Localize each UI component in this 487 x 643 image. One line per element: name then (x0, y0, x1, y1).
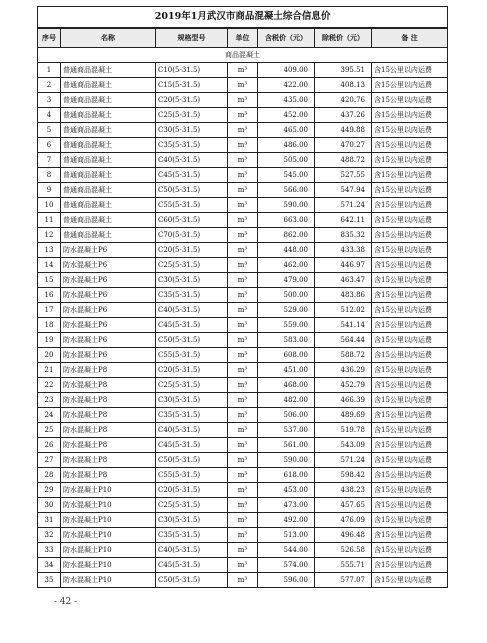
cell-no: 31 (38, 513, 61, 528)
cell-name: 防水混凝土P6 (61, 288, 156, 303)
cell-spec: C35(5-31.5) (156, 288, 228, 303)
cell-net-price: 463.47 (315, 273, 372, 288)
cell-no: 32 (38, 528, 61, 543)
cell-no: 4 (38, 108, 61, 123)
cell-unit: m³ (228, 318, 258, 333)
header-unit: 单位 (228, 28, 258, 48)
cell-note: 含15公里以内运费 (372, 63, 448, 78)
cell-tax-price: 468.00 (258, 378, 315, 393)
cell-name: 防水混凝土P8 (61, 363, 156, 378)
cell-tax-price: 544.00 (258, 543, 315, 558)
cell-name: 防水混凝土P6 (61, 333, 156, 348)
cell-spec: C40(5-31.5) (156, 153, 228, 168)
cell-tax-price: 590.00 (258, 453, 315, 468)
cell-unit: m³ (228, 243, 258, 258)
cell-spec: C35(5-31.5) (156, 408, 228, 423)
cell-no: 11 (38, 213, 61, 228)
table-row (38, 408, 448, 423)
table-row (38, 123, 448, 138)
cell-no: 17 (38, 303, 61, 318)
cell-net-price: 466.39 (315, 393, 372, 408)
cell-tax-price: 566.00 (258, 183, 315, 198)
cell-tax-price: 482.00 (258, 393, 315, 408)
title-row (38, 7, 448, 29)
cell-name: 防水混凝土P8 (61, 468, 156, 483)
cell-note: 含15公里以内运费 (372, 153, 448, 168)
cell-note: 含15公里以内运费 (372, 363, 448, 378)
cell-spec: C50(5-31.5) (156, 453, 228, 468)
cell-note: 含15公里以内运费 (372, 528, 448, 543)
cell-note: 含15公里以内运费 (372, 573, 448, 588)
cell-no: 27 (38, 453, 61, 468)
cell-net-price: 547.94 (315, 183, 372, 198)
cell-name: 防水混凝土P6 (61, 348, 156, 363)
cell-name: 普通商品混凝土 (61, 228, 156, 243)
cell-no: 30 (38, 498, 61, 513)
table-row (38, 318, 448, 333)
cell-unit: m³ (228, 468, 258, 483)
table-row (38, 513, 448, 528)
cell-net-price: 488.72 (315, 153, 372, 168)
table-body (38, 48, 448, 588)
cell-unit: m³ (228, 108, 258, 123)
table-row (38, 483, 448, 498)
section-label: 商品混凝土 (38, 48, 448, 63)
cell-name: 普通商品混凝土 (61, 168, 156, 183)
table-row (38, 63, 448, 78)
cell-note: 含15公里以内运费 (372, 513, 448, 528)
cell-name: 普通商品混凝土 (61, 153, 156, 168)
cell-unit: m³ (228, 453, 258, 468)
cell-note: 含15公里以内运费 (372, 318, 448, 333)
table-row (38, 273, 448, 288)
cell-unit: m³ (228, 228, 258, 243)
cell-spec: C25(5-31.5) (156, 258, 228, 273)
cell-tax-price: 505.00 (258, 153, 315, 168)
cell-unit: m³ (228, 183, 258, 198)
cell-net-price: 588.72 (315, 348, 372, 363)
cell-name: 普通商品混凝土 (61, 78, 156, 93)
cell-tax-price: 453.00 (258, 483, 315, 498)
cell-name: 防水混凝土P8 (61, 378, 156, 393)
table-row (38, 528, 448, 543)
cell-name: 防水混凝土P10 (61, 513, 156, 528)
document-title: 2019年1月武汉市商品混凝土综合信息价 (38, 7, 448, 29)
cell-no: 35 (38, 573, 61, 588)
cell-name: 普通商品混凝土 (61, 213, 156, 228)
cell-name: 防水混凝土P6 (61, 318, 156, 333)
cell-note: 含15公里以内运费 (372, 78, 448, 93)
cell-spec: C15(5-31.5) (156, 78, 228, 93)
cell-net-price: 835.32 (315, 228, 372, 243)
cell-net-price: 420.76 (315, 93, 372, 108)
cell-no: 8 (38, 168, 61, 183)
cell-unit: m³ (228, 288, 258, 303)
cell-net-price: 642.11 (315, 213, 372, 228)
page-number: - 42 - (53, 597, 78, 607)
cell-unit: m³ (228, 303, 258, 318)
table-row (38, 438, 448, 453)
cell-no: 22 (38, 378, 61, 393)
cell-note: 含15公里以内运费 (372, 543, 448, 558)
cell-unit: m³ (228, 153, 258, 168)
header-note: 备 注 (372, 28, 448, 48)
cell-tax-price: 663.00 (258, 213, 315, 228)
cell-no: 15 (38, 273, 61, 288)
cell-note: 含15公里以内运费 (372, 303, 448, 318)
cell-net-price: 519.78 (315, 423, 372, 438)
cell-unit: m³ (228, 543, 258, 558)
cell-no: 25 (38, 423, 61, 438)
header-name: 名称 (61, 28, 156, 48)
cell-no: 16 (38, 288, 61, 303)
cell-note: 含15公里以内运费 (372, 183, 448, 198)
cell-unit: m³ (228, 63, 258, 78)
cell-net-price: 438.23 (315, 483, 372, 498)
cell-name: 防水混凝土P10 (61, 573, 156, 588)
cell-tax-price: 492.00 (258, 513, 315, 528)
cell-name: 普通商品混凝土 (61, 108, 156, 123)
cell-unit: m³ (228, 438, 258, 453)
cell-net-price: 564.44 (315, 333, 372, 348)
cell-note: 含15公里以内运费 (372, 198, 448, 213)
cell-tax-price: 618.00 (258, 468, 315, 483)
cell-net-price: 433.38 (315, 243, 372, 258)
cell-net-price: 527.55 (315, 168, 372, 183)
cell-note: 含15公里以内运费 (372, 93, 448, 108)
cell-name: 防水混凝土P8 (61, 408, 156, 423)
cell-tax-price: 608.00 (258, 348, 315, 363)
cell-spec: C50(5-31.5) (156, 183, 228, 198)
cell-net-price: 526.58 (315, 543, 372, 558)
table-row (38, 423, 448, 438)
cell-note: 含15公里以内运费 (372, 393, 448, 408)
table-row (38, 93, 448, 108)
cell-no: 20 (38, 348, 61, 363)
cell-spec: C10(5-31.5) (156, 63, 228, 78)
cell-tax-price: 513.00 (258, 528, 315, 543)
table-row (38, 348, 448, 363)
cell-note: 含15公里以内运费 (372, 423, 448, 438)
cell-net-price: 496.48 (315, 528, 372, 543)
cell-name: 防水混凝土P8 (61, 423, 156, 438)
table-row (38, 138, 448, 153)
cell-unit: m³ (228, 123, 258, 138)
cell-no: 23 (38, 393, 61, 408)
cell-name: 普通商品混凝土 (61, 93, 156, 108)
cell-spec: C25(5-31.5) (156, 378, 228, 393)
cell-note: 含15公里以内运费 (372, 243, 448, 258)
cell-tax-price: 596.00 (258, 573, 315, 588)
cell-note: 含15公里以内运费 (372, 378, 448, 393)
cell-spec: C40(5-31.5) (156, 543, 228, 558)
cell-name: 防水混凝土P10 (61, 558, 156, 573)
cell-name: 防水混凝土P6 (61, 303, 156, 318)
table-row (38, 183, 448, 198)
cell-note: 含15公里以内运费 (372, 288, 448, 303)
cell-net-price: 436.29 (315, 363, 372, 378)
cell-tax-price: 862.00 (258, 228, 315, 243)
cell-spec: C20(5-31.5) (156, 363, 228, 378)
cell-unit: m³ (228, 138, 258, 153)
cell-spec: C30(5-31.5) (156, 393, 228, 408)
header-net-price: 除税价（元） (315, 28, 372, 48)
table-row (38, 558, 448, 573)
cell-net-price: 541.14 (315, 318, 372, 333)
cell-no: 24 (38, 408, 61, 423)
cell-unit: m³ (228, 333, 258, 348)
table-row (38, 198, 448, 213)
cell-note: 含15公里以内运费 (372, 468, 448, 483)
cell-tax-price: 452.00 (258, 108, 315, 123)
cell-no: 29 (38, 483, 61, 498)
cell-no: 6 (38, 138, 61, 153)
cell-note: 含15公里以内运费 (372, 123, 448, 138)
cell-spec: C20(5-31.5) (156, 483, 228, 498)
cell-note: 含15公里以内运费 (372, 498, 448, 513)
cell-spec: C50(5-31.5) (156, 573, 228, 588)
cell-unit: m³ (228, 273, 258, 288)
cell-unit: m³ (228, 558, 258, 573)
cell-spec: C40(5-31.5) (156, 303, 228, 318)
table-row (38, 108, 448, 123)
cell-spec: C35(5-31.5) (156, 528, 228, 543)
cell-net-price: 489.69 (315, 408, 372, 423)
cell-no: 1 (38, 63, 61, 78)
cell-no: 34 (38, 558, 61, 573)
cell-spec: C45(5-31.5) (156, 558, 228, 573)
cell-tax-price: 561.00 (258, 438, 315, 453)
cell-unit: m³ (228, 363, 258, 378)
cell-net-price: 483.86 (315, 288, 372, 303)
cell-spec: C50(5-31.5) (156, 333, 228, 348)
cell-tax-price: 574.00 (258, 558, 315, 573)
cell-spec: C55(5-31.5) (156, 468, 228, 483)
section-row (38, 48, 448, 63)
table-row (38, 573, 448, 588)
cell-no: 9 (38, 183, 61, 198)
cell-net-price: 470.27 (315, 138, 372, 153)
cell-note: 含15公里以内运费 (372, 348, 448, 363)
cell-unit: m³ (228, 198, 258, 213)
cell-no: 21 (38, 363, 61, 378)
header-no: 序号 (38, 28, 61, 48)
cell-unit: m³ (228, 393, 258, 408)
cell-name: 普通商品混凝土 (61, 63, 156, 78)
cell-tax-price: 559.00 (258, 318, 315, 333)
cell-net-price: 449.88 (315, 123, 372, 138)
cell-note: 含15公里以内运费 (372, 453, 448, 468)
price-table (37, 6, 448, 588)
cell-spec: C60(5-31.5) (156, 213, 228, 228)
cell-net-price: 446.97 (315, 258, 372, 273)
table-row (38, 168, 448, 183)
cell-name: 防水混凝土P6 (61, 243, 156, 258)
cell-note: 含15公里以内运费 (372, 168, 448, 183)
cell-unit: m³ (228, 348, 258, 363)
cell-no: 7 (38, 153, 61, 168)
cell-name: 防水混凝土P10 (61, 528, 156, 543)
cell-no: 28 (38, 468, 61, 483)
cell-spec: C70(5-31.5) (156, 228, 228, 243)
cell-note: 含15公里以内运费 (372, 108, 448, 123)
header-spec: 规格型号 (156, 28, 228, 48)
cell-note: 含15公里以内运费 (372, 258, 448, 273)
cell-net-price: 555.71 (315, 558, 372, 573)
cell-unit: m³ (228, 528, 258, 543)
cell-name: 普通商品混凝土 (61, 183, 156, 198)
cell-name: 普通商品混凝土 (61, 123, 156, 138)
cell-no: 2 (38, 78, 61, 93)
cell-name: 防水混凝土P10 (61, 483, 156, 498)
cell-note: 含15公里以内运费 (372, 438, 448, 453)
cell-tax-price: 422.00 (258, 78, 315, 93)
cell-spec: C25(5-31.5) (156, 498, 228, 513)
cell-net-price: 395.51 (315, 63, 372, 78)
cell-no: 13 (38, 243, 61, 258)
cell-note: 含15公里以内运费 (372, 333, 448, 348)
cell-net-price: 452.79 (315, 378, 372, 393)
cell-net-price: 476.09 (315, 513, 372, 528)
cell-unit: m³ (228, 483, 258, 498)
cell-no: 12 (38, 228, 61, 243)
cell-name: 防水混凝土P6 (61, 258, 156, 273)
table-row (38, 453, 448, 468)
cell-name: 普通商品混凝土 (61, 198, 156, 213)
table-row (38, 288, 448, 303)
cell-spec: C25(5-31.5) (156, 108, 228, 123)
cell-note: 含15公里以内运费 (372, 483, 448, 498)
cell-spec: C40(5-31.5) (156, 423, 228, 438)
cell-unit: m³ (228, 513, 258, 528)
cell-tax-price: 462.00 (258, 258, 315, 273)
cell-tax-price: 409.00 (258, 63, 315, 78)
cell-no: 5 (38, 123, 61, 138)
table-row (38, 153, 448, 168)
cell-name: 防水混凝土P8 (61, 393, 156, 408)
table-row (38, 468, 448, 483)
cell-no: 33 (38, 543, 61, 558)
header-tax-price: 含税价（元） (258, 28, 315, 48)
cell-name: 防水混凝土P8 (61, 438, 156, 453)
cell-spec: C45(5-31.5) (156, 438, 228, 453)
cell-net-price: 577.07 (315, 573, 372, 588)
cell-name: 普通商品混凝土 (61, 138, 156, 153)
cell-tax-price: 545.00 (258, 168, 315, 183)
table-row (38, 78, 448, 93)
cell-net-price: 457.65 (315, 498, 372, 513)
cell-unit: m³ (228, 168, 258, 183)
cell-unit: m³ (228, 498, 258, 513)
cell-name: 防水混凝土P6 (61, 273, 156, 288)
cell-net-price: 512.02 (315, 303, 372, 318)
cell-tax-price: 451.00 (258, 363, 315, 378)
table-row (38, 258, 448, 273)
table-row (38, 333, 448, 348)
cell-note: 含15公里以内运费 (372, 408, 448, 423)
table-row (38, 243, 448, 258)
cell-tax-price: 448.00 (258, 243, 315, 258)
cell-tax-price: 583.00 (258, 333, 315, 348)
cell-tax-price: 537.00 (258, 423, 315, 438)
cell-no: 26 (38, 438, 61, 453)
cell-spec: C20(5-31.5) (156, 243, 228, 258)
cell-note: 含15公里以内运费 (372, 558, 448, 573)
cell-no: 19 (38, 333, 61, 348)
cell-tax-price: 435.00 (258, 93, 315, 108)
cell-tax-price: 486.00 (258, 138, 315, 153)
cell-tax-price: 506.00 (258, 408, 315, 423)
cell-spec: C30(5-31.5) (156, 273, 228, 288)
cell-unit: m³ (228, 573, 258, 588)
header-row (38, 28, 448, 48)
cell-note: 含15公里以内运费 (372, 228, 448, 243)
cell-unit: m³ (228, 258, 258, 273)
table-row (38, 378, 448, 393)
cell-unit: m³ (228, 408, 258, 423)
cell-net-price: 571.24 (315, 453, 372, 468)
cell-unit: m³ (228, 78, 258, 93)
table-row (38, 393, 448, 408)
cell-name: 防水混凝土P8 (61, 453, 156, 468)
cell-tax-price: 500.00 (258, 288, 315, 303)
cell-tax-price: 479.00 (258, 273, 315, 288)
cell-note: 含15公里以内运费 (372, 273, 448, 288)
cell-no: 10 (38, 198, 61, 213)
cell-tax-price: 529.00 (258, 303, 315, 318)
cell-spec: C55(5-31.5) (156, 198, 228, 213)
cell-unit: m³ (228, 93, 258, 108)
cell-spec: C30(5-31.5) (156, 123, 228, 138)
cell-net-price: 571.24 (315, 198, 372, 213)
table-row (38, 543, 448, 558)
cell-spec: C20(5-31.5) (156, 93, 228, 108)
table-row (38, 228, 448, 243)
cell-spec: C45(5-31.5) (156, 318, 228, 333)
cell-unit: m³ (228, 213, 258, 228)
cell-spec: C30(5-31.5) (156, 513, 228, 528)
price-sheet (37, 6, 447, 588)
cell-name: 防水混凝土P10 (61, 543, 156, 558)
cell-tax-price: 590.00 (258, 198, 315, 213)
table-row (38, 213, 448, 228)
table-row (38, 303, 448, 318)
cell-unit: m³ (228, 378, 258, 393)
cell-net-price: 437.26 (315, 108, 372, 123)
cell-spec: C35(5-31.5) (156, 138, 228, 153)
cell-unit: m³ (228, 423, 258, 438)
cell-no: 18 (38, 318, 61, 333)
cell-note: 含15公里以内运费 (372, 213, 448, 228)
cell-spec: C55(5-31.5) (156, 348, 228, 363)
cell-net-price: 543.09 (315, 438, 372, 453)
cell-spec: C45(5-31.5) (156, 168, 228, 183)
table-row (38, 363, 448, 378)
cell-no: 14 (38, 258, 61, 273)
cell-net-price: 408.13 (315, 78, 372, 93)
cell-tax-price: 465.00 (258, 123, 315, 138)
cell-name: 防水混凝土P10 (61, 498, 156, 513)
table-row (38, 498, 448, 513)
cell-no: 3 (38, 93, 61, 108)
cell-note: 含15公里以内运费 (372, 138, 448, 153)
cell-tax-price: 473.00 (258, 498, 315, 513)
cell-net-price: 598.42 (315, 468, 372, 483)
